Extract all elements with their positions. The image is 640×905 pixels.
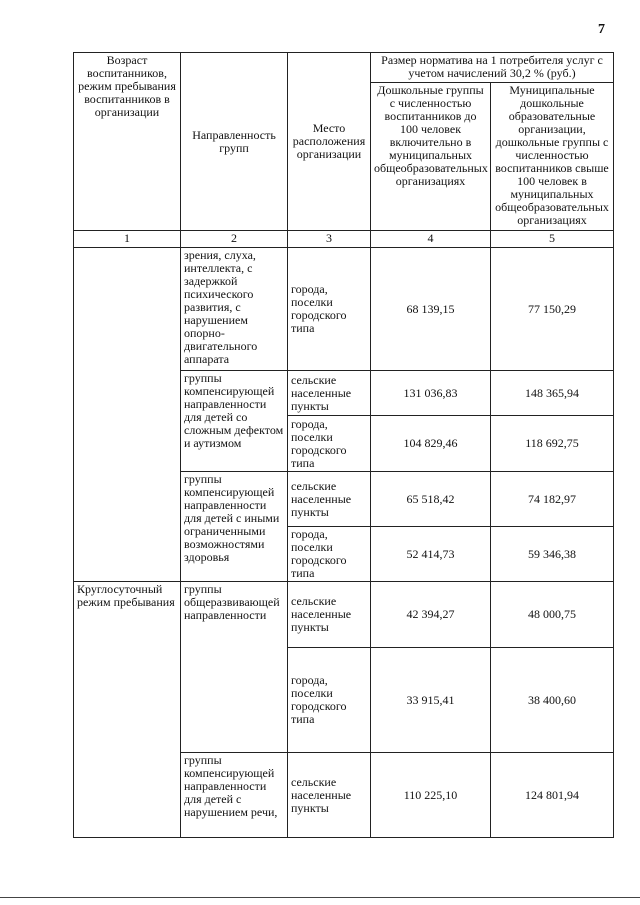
age-cell: Круглосуточный режим пребывания	[74, 582, 181, 838]
col-number-5: 5	[491, 231, 614, 248]
header-age: Возраст воспитанников, режим пребывания воспитанников в организации	[74, 53, 181, 231]
location-cell: сельские населенные пункты	[288, 753, 371, 838]
col-number-4: 4	[371, 231, 491, 248]
header-direction: Направленность групп	[181, 53, 288, 231]
location-cell: сельские населенные пункты	[288, 582, 371, 648]
table-row	[74, 248, 614, 371]
value-col5: 38 400,60	[491, 648, 614, 753]
header-col4: Дошкольные группы с численностью воспитанников до 100 человек включительно в муниципальных общеобразовательных организациях	[371, 83, 491, 231]
value-col4: 52 414,73	[371, 527, 491, 582]
col-number-2: 2	[181, 231, 288, 248]
direction-cell: группы компенсирующей направленности для детей с иными ограниченными возможностями здоровья	[181, 472, 288, 582]
value-col4: 33 915,41	[371, 648, 491, 753]
value-col4: 65 518,42	[371, 472, 491, 527]
direction-cell: группы компенсирующей направленности для детей со сложным дефектом и аутизмом	[181, 371, 288, 472]
location-cell: города, поселки городского типа	[288, 648, 371, 753]
location-cell: города, поселки городского типа	[288, 248, 371, 371]
direction-cell: группы общеразвивающей направленности	[181, 582, 288, 753]
location-cell: сельские населенные пункты	[288, 371, 371, 416]
value-col5: 124 801,94	[491, 753, 614, 838]
value-col4: 104 829,46	[371, 416, 491, 472]
value-col5: 77 150,29	[491, 248, 614, 371]
col-number-1: 1	[74, 231, 181, 248]
age-cell	[74, 248, 181, 582]
value-col5: 74 182,97	[491, 472, 614, 527]
value-col5: 148 365,94	[491, 371, 614, 416]
value-col5: 48 000,75	[491, 582, 614, 648]
value-col5: 118 692,75	[491, 416, 614, 472]
col-number-3: 3	[288, 231, 371, 248]
location-cell: города, поселки городского типа	[288, 527, 371, 582]
value-col4: 110 225,10	[371, 753, 491, 838]
value-col5: 59 346,38	[491, 527, 614, 582]
header-col5: Муниципальные дошкольные образовательные организации, дошкольные группы с численностью воспитанников свыше 100 человек в муниципальных общеобразовательных организациях	[491, 83, 614, 231]
norm-table	[73, 52, 614, 838]
direction-cell: зрения, слуха, интеллекта, с задержкой психического развития, с нарушением опорно-двигательного аппарата	[181, 248, 288, 371]
direction-cell: группы компенсирующей направленности для детей с нарушением речи,	[181, 753, 288, 838]
header-location: Место расположения организации	[288, 53, 371, 231]
value-col4: 42 394,27	[371, 582, 491, 648]
header-norm-title: Размер норматива на 1 потребителя услуг с учетом начислений 30,2 % (руб.)	[371, 53, 614, 83]
bottom-edge-line	[0, 897, 640, 898]
location-cell: города, поселки городского типа	[288, 416, 371, 472]
value-col4: 68 139,15	[371, 248, 491, 371]
table-row	[74, 582, 614, 648]
location-cell: сельские населенные пункты	[288, 472, 371, 527]
page-number: 7	[598, 22, 605, 37]
value-col4: 131 036,83	[371, 371, 491, 416]
